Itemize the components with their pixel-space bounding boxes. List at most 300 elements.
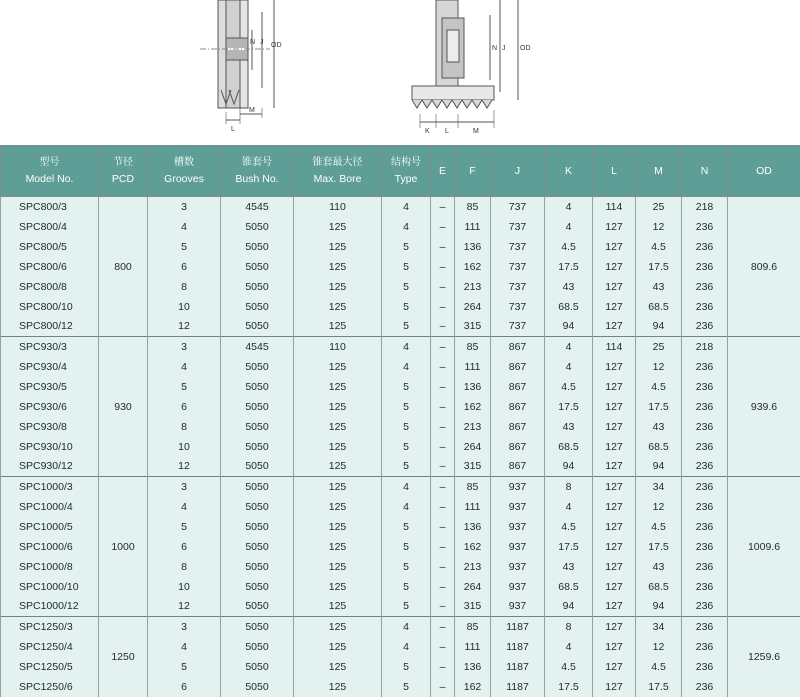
cell-j: 937 xyxy=(491,497,545,517)
cell-type: 5 xyxy=(382,657,431,677)
cell-k: 43 xyxy=(545,557,593,577)
cell-bore: 125 xyxy=(294,577,382,597)
header-type: 结构号 Type xyxy=(382,146,431,197)
cell-l: 127 xyxy=(593,437,636,457)
label-j-right: J xyxy=(502,45,506,52)
table-row xyxy=(1,617,800,637)
cell-n: 236 xyxy=(682,277,728,297)
cell-f: 85 xyxy=(455,617,491,637)
cell-j: 737 xyxy=(491,217,545,237)
cell-k: 43 xyxy=(545,417,593,437)
cell-grooves: 8 xyxy=(148,417,221,437)
header-e: E xyxy=(431,146,455,197)
cell-grooves: 10 xyxy=(148,577,221,597)
cell-grooves: 6 xyxy=(148,397,221,417)
cell-n: 236 xyxy=(682,617,728,637)
cell-m: 12 xyxy=(636,357,682,377)
cell-m: 17.5 xyxy=(636,257,682,277)
cell-k: 4 xyxy=(545,637,593,657)
cell-f: 111 xyxy=(455,217,491,237)
cell-bush: 4545 xyxy=(221,197,294,217)
cell-k: 43 xyxy=(545,277,593,297)
label-od-right: OD xyxy=(520,45,531,52)
cell-n: 236 xyxy=(682,377,728,397)
cell-type: 5 xyxy=(382,457,431,477)
cell-n: 236 xyxy=(682,437,728,457)
cell-j: 737 xyxy=(491,237,545,257)
cell-k: 4 xyxy=(545,497,593,517)
label-n-left: N xyxy=(250,39,256,46)
cell-bush: 5050 xyxy=(221,217,294,237)
cell-type: 5 xyxy=(382,317,431,337)
cell-l: 127 xyxy=(593,617,636,637)
cell-m: 43 xyxy=(636,277,682,297)
cell-bore: 125 xyxy=(294,237,382,257)
cell-n: 236 xyxy=(682,217,728,237)
cell-e: – xyxy=(431,457,455,477)
cell-od: 939.6 xyxy=(728,337,800,477)
cell-k: 17.5 xyxy=(545,397,593,417)
cell-j: 1187 xyxy=(491,637,545,657)
cell-k: 94 xyxy=(545,317,593,337)
label-l-left: L xyxy=(231,126,235,133)
cell-l: 127 xyxy=(593,457,636,477)
cell-l: 127 xyxy=(593,317,636,337)
cell-f: 136 xyxy=(455,657,491,677)
cell-e: – xyxy=(431,477,455,497)
cell-f: 162 xyxy=(455,677,491,697)
label-k-right: K xyxy=(425,128,430,135)
cell-model: SPC800/8 xyxy=(1,277,99,297)
cell-pcd: 800 xyxy=(99,197,148,337)
cell-model: SPC1000/4 xyxy=(1,497,99,517)
header-j: J xyxy=(491,146,545,197)
cell-j: 737 xyxy=(491,277,545,297)
cell-bush: 5050 xyxy=(221,377,294,397)
header-m: M xyxy=(636,146,682,197)
cell-l: 127 xyxy=(593,677,636,697)
cell-model: SPC930/12 xyxy=(1,457,99,477)
cell-n: 236 xyxy=(682,497,728,517)
cell-grooves: 5 xyxy=(148,237,221,257)
cell-m: 17.5 xyxy=(636,537,682,557)
label-l-right: L xyxy=(445,128,449,135)
cell-type: 4 xyxy=(382,477,431,497)
cell-m: 12 xyxy=(636,217,682,237)
cell-bore: 125 xyxy=(294,537,382,557)
cell-od: 1259.6 xyxy=(728,617,800,697)
cell-m: 17.5 xyxy=(636,677,682,697)
cell-e: – xyxy=(431,257,455,277)
cell-grooves: 12 xyxy=(148,317,221,337)
cell-n: 236 xyxy=(682,457,728,477)
cell-e: – xyxy=(431,297,455,317)
cell-f: 213 xyxy=(455,557,491,577)
cell-bore: 125 xyxy=(294,677,382,697)
cell-grooves: 12 xyxy=(148,597,221,617)
header-k: K xyxy=(545,146,593,197)
cell-n: 236 xyxy=(682,577,728,597)
cell-model: SPC930/10 xyxy=(1,437,99,457)
cell-e: – xyxy=(431,277,455,297)
cell-bush: 5050 xyxy=(221,557,294,577)
cell-model: SPC1250/6 xyxy=(1,677,99,697)
header-bush: 锥套号 Bush No. xyxy=(221,146,294,197)
cell-l: 127 xyxy=(593,257,636,277)
header-od: OD xyxy=(728,146,800,197)
cell-j: 937 xyxy=(491,537,545,557)
cell-bore: 125 xyxy=(294,617,382,637)
cell-k: 17.5 xyxy=(545,537,593,557)
cell-l: 127 xyxy=(593,577,636,597)
cell-grooves: 6 xyxy=(148,257,221,277)
cell-bore: 125 xyxy=(294,397,382,417)
cell-bore: 125 xyxy=(294,597,382,617)
cell-bush: 5050 xyxy=(221,397,294,417)
pulley-drawings xyxy=(0,0,800,145)
cell-model: SPC800/3 xyxy=(1,197,99,217)
cell-bush: 5050 xyxy=(221,657,294,677)
cell-bore: 125 xyxy=(294,377,382,397)
table-row xyxy=(1,337,800,357)
cell-e: – xyxy=(431,517,455,537)
cell-k: 4 xyxy=(545,197,593,217)
cell-type: 5 xyxy=(382,377,431,397)
cell-bush: 5050 xyxy=(221,517,294,537)
cell-k: 17.5 xyxy=(545,677,593,697)
cell-grooves: 4 xyxy=(148,357,221,377)
cell-l: 127 xyxy=(593,657,636,677)
cell-j: 737 xyxy=(491,297,545,317)
cell-n: 236 xyxy=(682,557,728,577)
cell-type: 5 xyxy=(382,577,431,597)
cell-model: SPC800/4 xyxy=(1,217,99,237)
cell-k: 4 xyxy=(545,337,593,357)
cell-j: 867 xyxy=(491,417,545,437)
cell-bore: 110 xyxy=(294,337,382,357)
cell-m: 34 xyxy=(636,617,682,637)
cell-j: 937 xyxy=(491,477,545,497)
cell-model: SPC800/12 xyxy=(1,317,99,337)
cell-f: 85 xyxy=(455,477,491,497)
cell-f: 111 xyxy=(455,637,491,657)
cell-grooves: 5 xyxy=(148,657,221,677)
cell-grooves: 8 xyxy=(148,557,221,577)
cell-bush: 5050 xyxy=(221,637,294,657)
cell-l: 127 xyxy=(593,597,636,617)
cell-f: 136 xyxy=(455,237,491,257)
cell-model: SPC800/5 xyxy=(1,237,99,257)
cell-bush: 5050 xyxy=(221,257,294,277)
cell-grooves: 3 xyxy=(148,337,221,357)
cell-grooves: 6 xyxy=(148,677,221,697)
cell-n: 236 xyxy=(682,677,728,697)
cell-e: – xyxy=(431,217,455,237)
cell-bore: 125 xyxy=(294,297,382,317)
cell-model: SPC930/5 xyxy=(1,377,99,397)
cell-grooves: 4 xyxy=(148,637,221,657)
cell-n: 236 xyxy=(682,477,728,497)
cell-type: 5 xyxy=(382,257,431,277)
table-header-row xyxy=(1,146,800,197)
cell-model: SPC800/10 xyxy=(1,297,99,317)
cell-l: 114 xyxy=(593,337,636,357)
header-max-bore: 锥套最大径 Max. Bore xyxy=(294,146,382,197)
cell-type: 5 xyxy=(382,237,431,257)
cell-j: 867 xyxy=(491,337,545,357)
cell-k: 17.5 xyxy=(545,257,593,277)
cell-e: – xyxy=(431,237,455,257)
cell-e: – xyxy=(431,597,455,617)
cell-k: 94 xyxy=(545,457,593,477)
cell-od: 1009.6 xyxy=(728,477,800,617)
cell-n: 236 xyxy=(682,597,728,617)
cell-n: 236 xyxy=(682,517,728,537)
cell-l: 127 xyxy=(593,637,636,657)
cell-bore: 125 xyxy=(294,517,382,537)
header-f: F xyxy=(455,146,491,197)
cell-type: 5 xyxy=(382,597,431,617)
cell-e: – xyxy=(431,377,455,397)
cell-m: 12 xyxy=(636,637,682,657)
cell-grooves: 6 xyxy=(148,537,221,557)
cell-e: – xyxy=(431,337,455,357)
cell-k: 4.5 xyxy=(545,657,593,677)
cell-f: 162 xyxy=(455,397,491,417)
cell-model: SPC1000/12 xyxy=(1,597,99,617)
cell-j: 867 xyxy=(491,357,545,377)
cell-pcd: 1000 xyxy=(99,477,148,617)
label-m-left: M xyxy=(249,107,255,114)
cell-f: 315 xyxy=(455,457,491,477)
cell-m: 4.5 xyxy=(636,517,682,537)
header-pcd: 节径 PCD xyxy=(99,146,148,197)
cell-n: 236 xyxy=(682,317,728,337)
cell-grooves: 3 xyxy=(148,617,221,637)
cell-l: 127 xyxy=(593,417,636,437)
cell-type: 5 xyxy=(382,397,431,417)
label-od-left: OD xyxy=(271,42,282,49)
cell-type: 5 xyxy=(382,537,431,557)
cell-f: 111 xyxy=(455,497,491,517)
cell-f: 162 xyxy=(455,537,491,557)
cell-bush: 5050 xyxy=(221,577,294,597)
cell-m: 43 xyxy=(636,557,682,577)
cell-j: 867 xyxy=(491,397,545,417)
cell-bore: 110 xyxy=(294,197,382,217)
cell-f: 264 xyxy=(455,577,491,597)
cell-l: 127 xyxy=(593,497,636,517)
cell-bush: 5050 xyxy=(221,297,294,317)
cell-model: SPC1250/5 xyxy=(1,657,99,677)
cell-bush: 5050 xyxy=(221,617,294,637)
cell-m: 25 xyxy=(636,197,682,217)
cell-type: 4 xyxy=(382,497,431,517)
cell-e: – xyxy=(431,317,455,337)
cell-bore: 125 xyxy=(294,457,382,477)
cell-type: 5 xyxy=(382,437,431,457)
cell-model: SPC1000/6 xyxy=(1,537,99,557)
cell-bush: 5050 xyxy=(221,277,294,297)
cell-bush: 5050 xyxy=(221,417,294,437)
cell-model: SPC930/6 xyxy=(1,397,99,417)
cell-m: 25 xyxy=(636,337,682,357)
cell-e: – xyxy=(431,197,455,217)
cell-j: 867 xyxy=(491,437,545,457)
cell-grooves: 4 xyxy=(148,217,221,237)
cell-m: 4.5 xyxy=(636,237,682,257)
cell-bore: 125 xyxy=(294,557,382,577)
cell-k: 4.5 xyxy=(545,237,593,257)
cell-l: 127 xyxy=(593,217,636,237)
cell-n: 236 xyxy=(682,657,728,677)
cell-k: 4.5 xyxy=(545,517,593,537)
table-row xyxy=(1,477,800,497)
cell-f: 264 xyxy=(455,437,491,457)
label-n-right: N xyxy=(492,45,498,52)
cell-e: – xyxy=(431,577,455,597)
cell-j: 737 xyxy=(491,317,545,337)
cell-m: 34 xyxy=(636,477,682,497)
cell-grooves: 10 xyxy=(148,297,221,317)
cell-e: – xyxy=(431,617,455,637)
cell-l: 127 xyxy=(593,537,636,557)
table-body xyxy=(1,197,800,697)
cell-m: 4.5 xyxy=(636,377,682,397)
cell-m: 68.5 xyxy=(636,297,682,317)
cell-type: 5 xyxy=(382,417,431,437)
cell-e: – xyxy=(431,677,455,697)
cell-type: 4 xyxy=(382,617,431,637)
cell-m: 68.5 xyxy=(636,577,682,597)
cell-e: – xyxy=(431,397,455,417)
cell-bush: 5050 xyxy=(221,597,294,617)
cell-k: 4.5 xyxy=(545,377,593,397)
pulley-spec-table xyxy=(0,145,800,697)
cell-bore: 125 xyxy=(294,417,382,437)
cell-j: 1187 xyxy=(491,677,545,697)
cell-m: 4.5 xyxy=(636,657,682,677)
cell-bush: 5050 xyxy=(221,317,294,337)
cell-pcd: 1250 xyxy=(99,617,148,697)
cell-model: SPC1000/3 xyxy=(1,477,99,497)
cell-bore: 125 xyxy=(294,357,382,377)
cell-k: 94 xyxy=(545,597,593,617)
cell-k: 8 xyxy=(545,477,593,497)
cell-type: 5 xyxy=(382,677,431,697)
cell-grooves: 3 xyxy=(148,197,221,217)
cell-m: 68.5 xyxy=(636,437,682,457)
cell-m: 43 xyxy=(636,417,682,437)
type-5-drawing xyxy=(412,0,518,128)
cell-l: 127 xyxy=(593,377,636,397)
cell-od: 809.6 xyxy=(728,197,800,337)
cell-l: 127 xyxy=(593,357,636,377)
cell-e: – xyxy=(431,437,455,457)
cell-bore: 125 xyxy=(294,277,382,297)
cell-j: 867 xyxy=(491,377,545,397)
cell-bush: 4545 xyxy=(221,337,294,357)
cell-model: SPC1000/5 xyxy=(1,517,99,537)
cell-grooves: 10 xyxy=(148,437,221,457)
cell-n: 236 xyxy=(682,357,728,377)
cell-m: 17.5 xyxy=(636,397,682,417)
cell-j: 737 xyxy=(491,257,545,277)
cell-k: 4 xyxy=(545,217,593,237)
cell-bush: 5050 xyxy=(221,457,294,477)
cell-n: 236 xyxy=(682,637,728,657)
cell-f: 136 xyxy=(455,517,491,537)
cell-f: 162 xyxy=(455,257,491,277)
cell-e: – xyxy=(431,497,455,517)
cell-n: 236 xyxy=(682,417,728,437)
cell-grooves: 3 xyxy=(148,477,221,497)
cell-j: 937 xyxy=(491,597,545,617)
cell-k: 4 xyxy=(545,357,593,377)
header-l: L xyxy=(593,146,636,197)
cell-e: – xyxy=(431,537,455,557)
cell-f: 315 xyxy=(455,597,491,617)
cell-f: 264 xyxy=(455,297,491,317)
cell-n: 236 xyxy=(682,257,728,277)
cell-e: – xyxy=(431,357,455,377)
cell-m: 94 xyxy=(636,317,682,337)
cell-j: 1187 xyxy=(491,657,545,677)
cell-type: 5 xyxy=(382,557,431,577)
cell-model: SPC930/4 xyxy=(1,357,99,377)
cell-model: SPC1000/8 xyxy=(1,557,99,577)
cell-j: 1187 xyxy=(491,617,545,637)
cell-grooves: 4 xyxy=(148,497,221,517)
cell-n: 218 xyxy=(682,197,728,217)
cell-n: 236 xyxy=(682,237,728,257)
cell-e: – xyxy=(431,637,455,657)
cell-n: 218 xyxy=(682,337,728,357)
cell-f: 213 xyxy=(455,417,491,437)
header-grooves: 槽数 Grooves xyxy=(148,146,221,197)
cell-f: 213 xyxy=(455,277,491,297)
table-row xyxy=(1,197,800,217)
cell-bore: 125 xyxy=(294,657,382,677)
cell-grooves: 8 xyxy=(148,277,221,297)
cell-bore: 125 xyxy=(294,497,382,517)
cell-j: 737 xyxy=(491,197,545,217)
label-m-right: M xyxy=(473,128,479,135)
cell-e: – xyxy=(431,557,455,577)
cell-e: – xyxy=(431,657,455,677)
header-model: 型号 Model No. xyxy=(1,146,99,197)
cell-bush: 5050 xyxy=(221,677,294,697)
cell-k: 68.5 xyxy=(545,437,593,457)
cell-bore: 125 xyxy=(294,217,382,237)
cell-model: SPC1000/10 xyxy=(1,577,99,597)
cell-type: 4 xyxy=(382,357,431,377)
cell-j: 937 xyxy=(491,557,545,577)
cell-bush: 5050 xyxy=(221,477,294,497)
cell-m: 94 xyxy=(636,457,682,477)
cell-l: 127 xyxy=(593,297,636,317)
cell-model: SPC930/8 xyxy=(1,417,99,437)
cell-bore: 125 xyxy=(294,257,382,277)
cell-bore: 125 xyxy=(294,437,382,457)
cell-m: 12 xyxy=(636,497,682,517)
cell-k: 68.5 xyxy=(545,577,593,597)
label-j-left: J xyxy=(260,39,264,46)
cell-m: 94 xyxy=(636,597,682,617)
cell-l: 127 xyxy=(593,557,636,577)
cell-type: 4 xyxy=(382,337,431,357)
cell-j: 867 xyxy=(491,457,545,477)
